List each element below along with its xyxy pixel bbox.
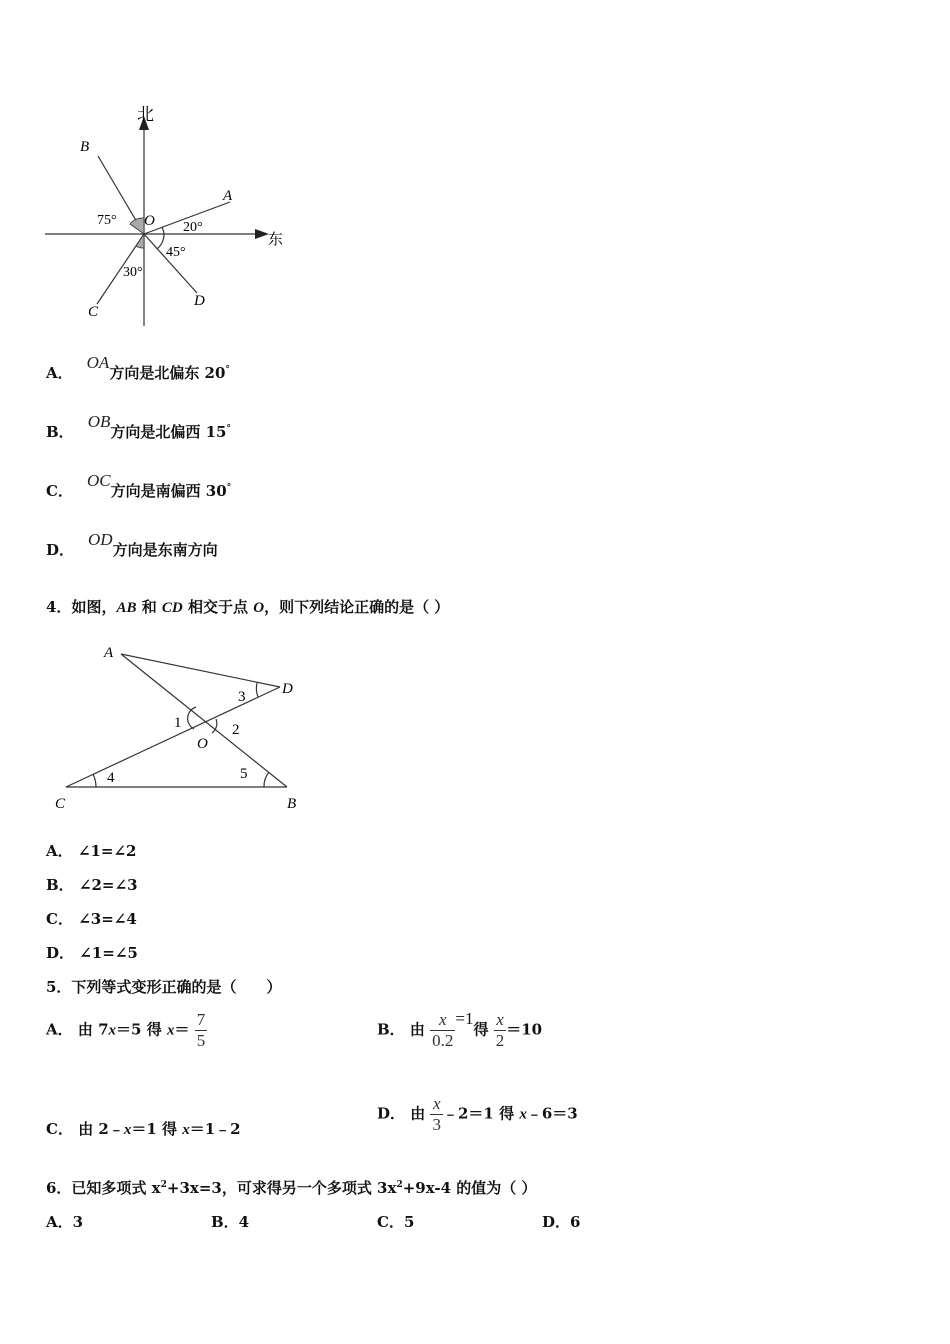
east-arrow	[255, 229, 269, 239]
q5-option-b[interactable]: B． 由 $\frac{x}{0.2}$ =1得 $\frac{x}{2}$ ＝10	[377, 1008, 543, 1050]
ray-label: OB	[87, 412, 111, 431]
angle-20-label: 20°	[183, 220, 203, 235]
q5-option-d[interactable]: D． 由 $\frac{x}{3}$ ﹣2＝1 得 x﹣6＝3	[377, 1094, 578, 1134]
angle-45-label: 45°	[166, 245, 186, 260]
point-a-label: A	[104, 645, 114, 661]
angle-5-arc	[264, 772, 269, 787]
q4-option-c[interactable]: C． ∠3=∠4	[46, 910, 137, 928]
q6-option-d[interactable]: D．6	[542, 1213, 581, 1231]
q3-option-b[interactable]: B．OB方向是北偏西 15°	[46, 412, 231, 441]
point-d-label: D	[194, 293, 205, 309]
ray-label: OD	[88, 530, 113, 549]
q3-option-a[interactable]: A．OA方向是北偏东 20°	[46, 353, 230, 382]
segment-ab	[121, 654, 287, 787]
fraction-x-2: $\frac{x}{2}$	[495, 1010, 505, 1050]
point-o-label: O	[197, 736, 208, 752]
angle-3-arc	[256, 683, 258, 697]
point-b-label: B	[287, 796, 297, 812]
segment-cd	[66, 687, 280, 787]
east-label: 东	[268, 232, 284, 248]
point-b-label: B	[80, 139, 90, 155]
point-o-label: O	[144, 213, 155, 229]
point-c-label: C	[55, 796, 66, 812]
angle-2-label: 2	[232, 722, 240, 738]
point-a-label: A	[223, 188, 233, 204]
q6-option-a[interactable]: A．3	[46, 1213, 84, 1231]
angle-4-arc	[93, 774, 96, 787]
fraction-x-0.2: $\frac{x}{0.2}$	[432, 1010, 454, 1050]
q4-stem: 4．如图，AB 和 CD 相交于点 O，则下列结论正确的是（ ）	[46, 598, 450, 616]
ray-label: OC	[86, 471, 111, 490]
direction-diagram	[40, 98, 290, 334]
point-d-label: D	[282, 681, 293, 697]
angle-4-label: 4	[107, 770, 115, 786]
q5-option-c[interactable]: C． 由 2﹣x＝1 得 x＝1﹣2	[46, 1120, 241, 1138]
north-label: 北	[137, 105, 154, 124]
q6-stem: 6．已知多项式 $x^2+3x=3$，可求得另一个多项式 $3x^2+9x-4$ 的值为（ ）	[46, 1179, 537, 1197]
angle-30-label: 30°	[123, 265, 143, 280]
angle-1-label: 1	[174, 715, 182, 731]
angle-sector-75	[130, 218, 144, 234]
q6-option-b[interactable]: B．4	[211, 1213, 250, 1231]
angle-arc-45	[157, 234, 164, 249]
q4-option-d[interactable]: D． ∠1=∠5	[46, 944, 138, 962]
q4-option-a[interactable]: A． ∠1=∠2	[46, 842, 137, 860]
q6-option-c[interactable]: C．5	[377, 1213, 415, 1231]
angle-5-label: 5	[240, 766, 248, 782]
segment-ad	[121, 654, 280, 687]
angle-75-label: 75°	[97, 213, 117, 228]
q3-option-d[interactable]: D．OD方向是东南方向	[46, 530, 218, 559]
q5-option-a[interactable]: A． 由 7x＝5 得 x＝ $\frac{7}{5}$	[46, 1010, 206, 1050]
ray-label: OA	[86, 353, 110, 372]
fraction-x-3: $\frac{x}{3}$	[432, 1094, 441, 1134]
point-c-label: C	[88, 304, 99, 320]
q3-option-c[interactable]: C．OC方向是南偏西 30°	[46, 471, 232, 500]
ray-od	[144, 234, 197, 293]
intersecting-lines-diagram	[50, 638, 310, 818]
fraction-7-5: $\frac{7}{5}$	[196, 1010, 206, 1050]
angle-3-label: 3	[238, 689, 246, 705]
q5-stem: 5．下列等式变形正确的是（ ）	[46, 978, 282, 996]
q4-option-b[interactable]: B． ∠2=∠3	[46, 876, 138, 894]
angle-sector-30	[136, 234, 144, 248]
angle-arc-20	[162, 227, 164, 234]
